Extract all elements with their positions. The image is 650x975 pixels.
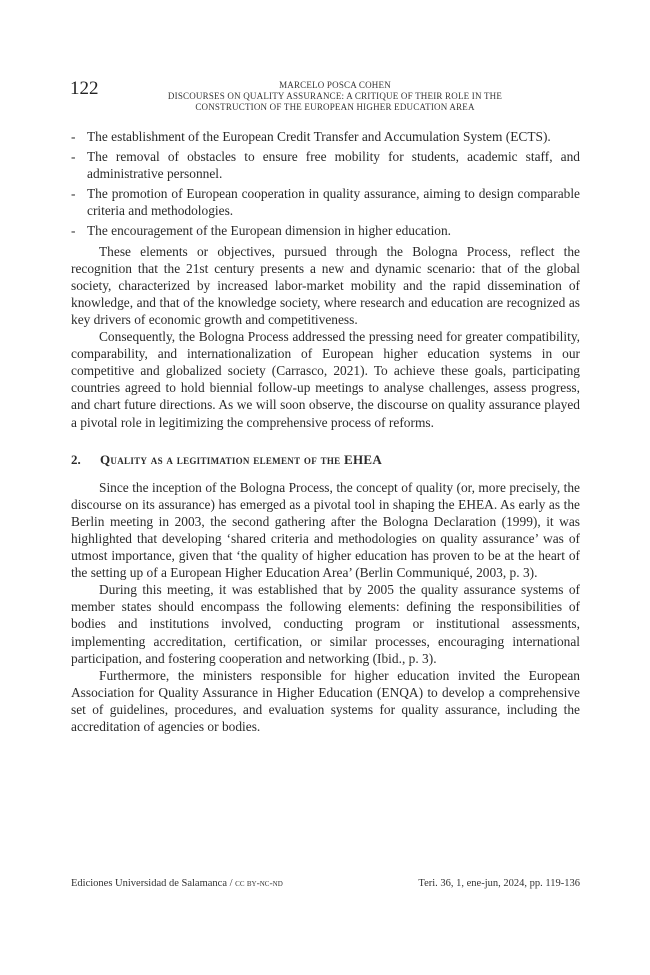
list-item-text: The promotion of European cooperation in quality assurance, aiming to design comparable criteria and methodologies. [87, 186, 580, 219]
footer-citation: Teri. 36, 1, ene-jun, 2024, pp. 119-136 [418, 878, 580, 889]
section-title: Quality as a legitimation element of the EHEA [100, 451, 383, 467]
list-item-text: The removal of obstacles to ensure free mobility for students, academic staff, and administrative personnel. [87, 149, 580, 182]
paragraph: During this meeting, it was established that by 2005 the quality assurance systems of member states should encompass the following elements: defining the responsibilities of bodies and institutions involved, conducting program or institutional assessments, implementing accreditation, certification, or similar processes, encouraging international participation, and fostering cooperation and networking (Ibid., p. 3). [71, 582, 580, 666]
running-head-author: MARCELO POSCA COHEN [279, 80, 391, 90]
list-item [71, 128, 580, 145]
bullet-dash: - [71, 129, 76, 144]
running-head [160, 80, 510, 113]
page-number: 122 [70, 78, 99, 99]
page-footer [71, 878, 580, 889]
list-item-text: The encouragement of the European dimension in higher education. [87, 223, 452, 239]
paragraph: These elements or objectives, pursued through the Bologna Process, reflect the recognition that the 21st century presents a new and dynamic scenario: that of the global society, characterized by increased labor-market mobility and the rapid dissemination of knowledge, and that of the knowledge society, where research and education are recognized as key drivers of economic growth and competitiveness. [71, 243, 580, 327]
bullet-dash: - [71, 223, 76, 239]
paragraph: Since the inception of the Bologna Process, the concept of quality (or, more precisely, the discourse on its assurance) has emerged as a pivotal tool in shaping the EHEA. As early as the Berlin meeting in 2003, the second gathering after the Bologna Declaration (1999), it was highlighted that developing ‘shared criteria and methodologies on quality assurance’ was of utmost importance, given that ‘the quality of higher education has proven to be at the heart of the setting up of a European Higher Education Area’ (Berlin Communiqué, 2003, p. 3). [71, 479, 580, 581]
section-heading [71, 451, 580, 468]
footer-publisher [71, 878, 283, 889]
objectives-list [71, 128, 580, 240]
article-body [71, 128, 580, 735]
paragraph: Consequently, the Bologna Process addressed the pressing need for greater compatibility, comparability, and internationalization of European higher education systems in our competitive and globalized society (Carrasco, 2021). To achieve these goals, participating countries agreed to hold biennial follow-up meetings to analyse challenges, assess progress, and chart future directions. As we will soon observe, the discourse on quality assurance played a pivotal role in legitimizing the comprehensive process of reforms. [71, 329, 580, 430]
running-head-title-line-2: CONSTRUCTION OF THE EUROPEAN HIGHER EDUCATION AREA [195, 102, 475, 112]
section-number: 2. [71, 451, 81, 467]
paragraph: Furthermore, the ministers responsible for higher education invited the European Association for Quality Assurance in Higher Education (ENQA) to develop a comprehensive set of guidelines, procedures, and evaluation systems for quality assurance, including the accreditation of agencies or bodies. [71, 667, 580, 734]
bullet-dash: - [71, 149, 76, 165]
list-item [71, 222, 580, 239]
list-item [71, 148, 580, 182]
license: cc by-nc-nd [235, 879, 283, 889]
list-item [71, 185, 580, 219]
publisher-name: Ediciones Universidad de Salamanca / [71, 878, 233, 889]
list-item-text: The establishment of the European Credit Transfer and Accumulation System (ECTS). [87, 129, 551, 144]
bullet-dash: - [71, 186, 76, 202]
running-head-title-line-1: DISCOURSES ON QUALITY ASSURANCE: A CRITIQUE OF THEIR ROLE IN THE [167, 91, 503, 101]
